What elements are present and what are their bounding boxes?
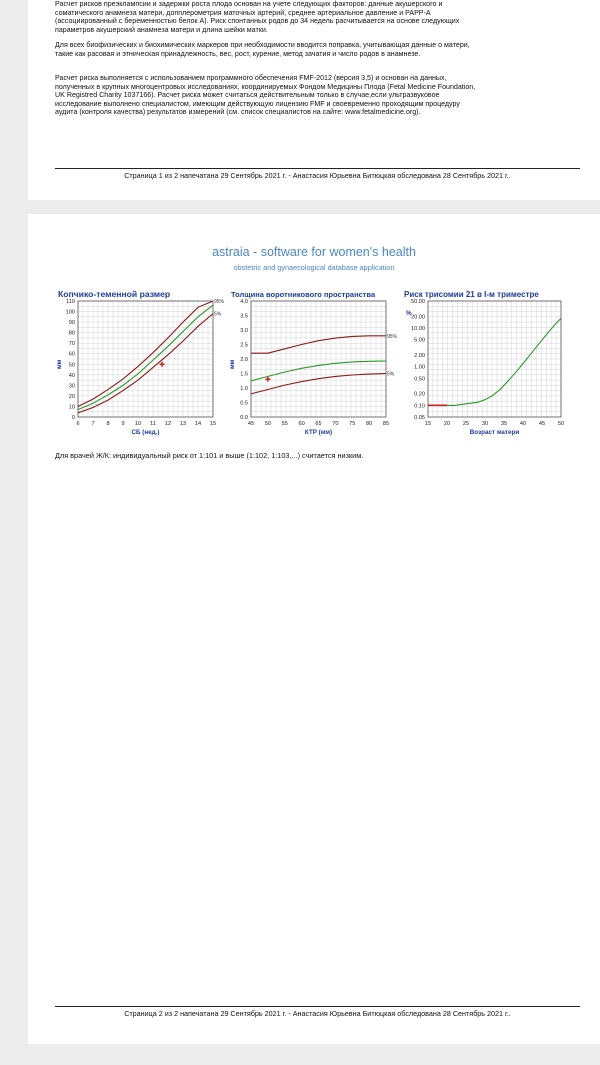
footer-divider xyxy=(55,168,580,169)
y-axis-label: мм xyxy=(56,359,63,369)
y-tick-label: 3.5 xyxy=(240,313,248,320)
x-tick-label: 70 xyxy=(332,421,339,427)
x-tick-label: 75 xyxy=(349,421,356,427)
text-line: полученных в крупных многоцентровых исследованиях, координируемых Фондом Медицины Плода (Fetal Medicine Foundation, xyxy=(55,82,476,91)
y-tick-label: 100 xyxy=(65,309,75,316)
x-tick-label: 50 xyxy=(264,421,271,427)
text-block-factors xyxy=(55,0,580,34)
x-tick-label: 6 xyxy=(76,421,80,427)
text-line: Для всех биофизических и биохимических маркеров при необходимости вводится поправка, учитывающая данные о матери, xyxy=(55,41,470,49)
y-tick-label: 2.00 xyxy=(414,353,425,360)
x-tick-label: 20 xyxy=(443,421,451,427)
y-tick-label: 20 xyxy=(68,393,75,400)
chart-title: Риск трисомии 21 в I-м триместре xyxy=(404,290,539,299)
x-axis-label: СБ (нед.) xyxy=(131,429,160,436)
y-tick-label: 0 xyxy=(71,415,75,421)
x-tick-label: 55 xyxy=(281,421,288,427)
percentile-label: 5% xyxy=(387,371,395,378)
y-tick-label: 0.10 xyxy=(414,403,425,410)
t21-risk-chart xyxy=(400,287,575,447)
y-tick-label: 10.00 xyxy=(411,326,425,333)
x-tick-label: 50 xyxy=(557,421,565,427)
y-tick-label: 1.0 xyxy=(240,386,248,392)
text-line: Расчет рисков преэклампсии и задержки роста плода основан на учете следующих факторов: данные акушерского и xyxy=(55,0,443,8)
page-footer: Страница 2 из 2 напечатана 29 Сентябрь 2021 г. - Анастасия Юрьевна Битюцкая обследована 28 Сентябрь 2021 г.. xyxy=(124,1009,511,1018)
brand-subtitle: obstetric and gynaecological database application xyxy=(233,263,395,272)
y-tick-label: 0.50 xyxy=(414,376,425,383)
x-tick-label: 65 xyxy=(315,421,322,427)
page-footer: Страница 1 из 2 напечатана 29 Сентябрь 2021 г. - Анастасия Юрьевна Битюцкая обследована 28 Сентябрь 2021 г.. xyxy=(124,171,511,180)
x-tick-label: 35 xyxy=(500,421,508,427)
x-tick-label: 60 xyxy=(298,421,305,427)
x-tick-label: 80 xyxy=(366,421,373,427)
y-tick-label: 60 xyxy=(68,351,75,358)
x-tick-label: 45 xyxy=(538,421,546,427)
y-tick-label: 50.00 xyxy=(411,299,425,305)
y-tick-label: 1.5 xyxy=(240,371,248,378)
y-tick-label: 30 xyxy=(68,383,75,390)
y-axis-label: % xyxy=(406,310,412,317)
series-line-median xyxy=(251,361,386,381)
y-tick-label: 5.00 xyxy=(414,337,425,344)
text-line: параметров акушерский анамнеза матери и длина шейки матки. xyxy=(55,25,268,34)
x-tick-label: 15 xyxy=(424,421,432,427)
series-line-5% xyxy=(78,314,213,413)
brand-title: astraia - software for women's health xyxy=(212,245,416,259)
text-block-software xyxy=(55,74,580,117)
y-tick-label: 2.0 xyxy=(240,357,248,363)
y-tick-label: 10 xyxy=(68,404,75,411)
y-tick-label: 0.05 xyxy=(414,415,425,421)
y-tick-label: 110 xyxy=(66,299,75,305)
x-tick-label: 10 xyxy=(134,421,142,427)
x-tick-label: 15 xyxy=(209,421,217,427)
x-tick-label: 45 xyxy=(247,421,255,427)
text-line: аудита (контроля качества) результатов измерений (см. список специалистов на сайте: www.fetalmedicine.org). xyxy=(55,108,421,117)
y-axis-label: мм xyxy=(229,359,236,369)
risk-note: Для врачей Ж/К: индивидуальный риск от 1:101 и выше (1:102, 1:103,...) считается низким. xyxy=(55,451,364,460)
x-tick-label: 9 xyxy=(121,421,125,427)
text-line: исследование выполнено специалистом, имеющим действующую лицензию FMF и своевременно проходящим процедуру xyxy=(55,99,460,108)
x-tick-label: 8 xyxy=(106,421,110,427)
y-tick-label: 4.0 xyxy=(240,299,248,305)
text-line: такие как расовая и этническая принадлежность, вес, рост, курение, метод зачатия и число родов в анамнезе. xyxy=(55,49,421,58)
y-tick-label: 40 xyxy=(68,372,75,379)
series-line-95% xyxy=(251,336,386,353)
y-tick-label: 3.0 xyxy=(240,328,248,334)
nt-chart xyxy=(228,287,403,447)
chart-title: Копчико-теменной размер xyxy=(58,289,171,299)
x-tick-label: 13 xyxy=(179,421,187,427)
text-line: Расчет риска выполняется с использованием программного обеспечения FMF-2012 (версия 3,5) и основан на данных, xyxy=(55,74,447,82)
percentile-label: 95% xyxy=(387,333,398,340)
y-tick-label: 20.00 xyxy=(411,314,425,321)
y-tick-label: 80 xyxy=(68,330,75,337)
x-axis-label: КТР (мм) xyxy=(304,429,333,436)
x-tick-label: 40 xyxy=(519,421,527,427)
x-tick-label: 30 xyxy=(481,421,489,427)
page-1 xyxy=(28,0,600,200)
chart-title: Толщина воротникового пространства xyxy=(231,290,376,299)
y-tick-label: 50 xyxy=(68,362,75,369)
x-tick-label: 25 xyxy=(462,421,470,427)
percentile-label: 95% xyxy=(214,299,225,305)
x-tick-label: 7 xyxy=(91,421,95,427)
x-tick-label: 11 xyxy=(150,421,156,427)
y-tick-label: 70 xyxy=(68,341,75,348)
percentile-label: 5% xyxy=(214,311,222,318)
text-block-correction xyxy=(55,41,580,58)
crl-chart xyxy=(55,287,233,447)
x-tick-label: 14 xyxy=(194,421,202,427)
patient-marker xyxy=(160,362,165,367)
text-line: соматического анамнеза матери, допплерометрия маточных артерий, среднее артериальное давление и PAPP-A xyxy=(55,8,431,17)
series-line-median xyxy=(447,318,561,405)
series-line-median xyxy=(78,305,213,409)
page-2 xyxy=(28,214,600,1044)
text-line: (ассоциированный с беременностью белок А). Риск спонтанных родов до 34 недель расчитывается на основе следующих xyxy=(55,17,460,26)
y-tick-label: 90 xyxy=(68,320,75,327)
y-tick-label: 1.00 xyxy=(414,364,425,371)
y-tick-label: 0.0 xyxy=(240,415,248,421)
x-tick-label: 85 xyxy=(382,421,390,427)
footer-divider xyxy=(55,1006,580,1007)
x-tick-label: 12 xyxy=(164,421,172,427)
y-tick-label: 0.20 xyxy=(414,391,425,398)
text-line: UK Registred Charity 1037166). Расчет риска может считаться действительным только в случае,если ультразвуковое xyxy=(55,91,440,100)
x-axis-label: Возраст матери xyxy=(469,429,520,436)
y-tick-label: 2.5 xyxy=(240,342,248,349)
y-tick-label: 0.5 xyxy=(240,400,248,407)
